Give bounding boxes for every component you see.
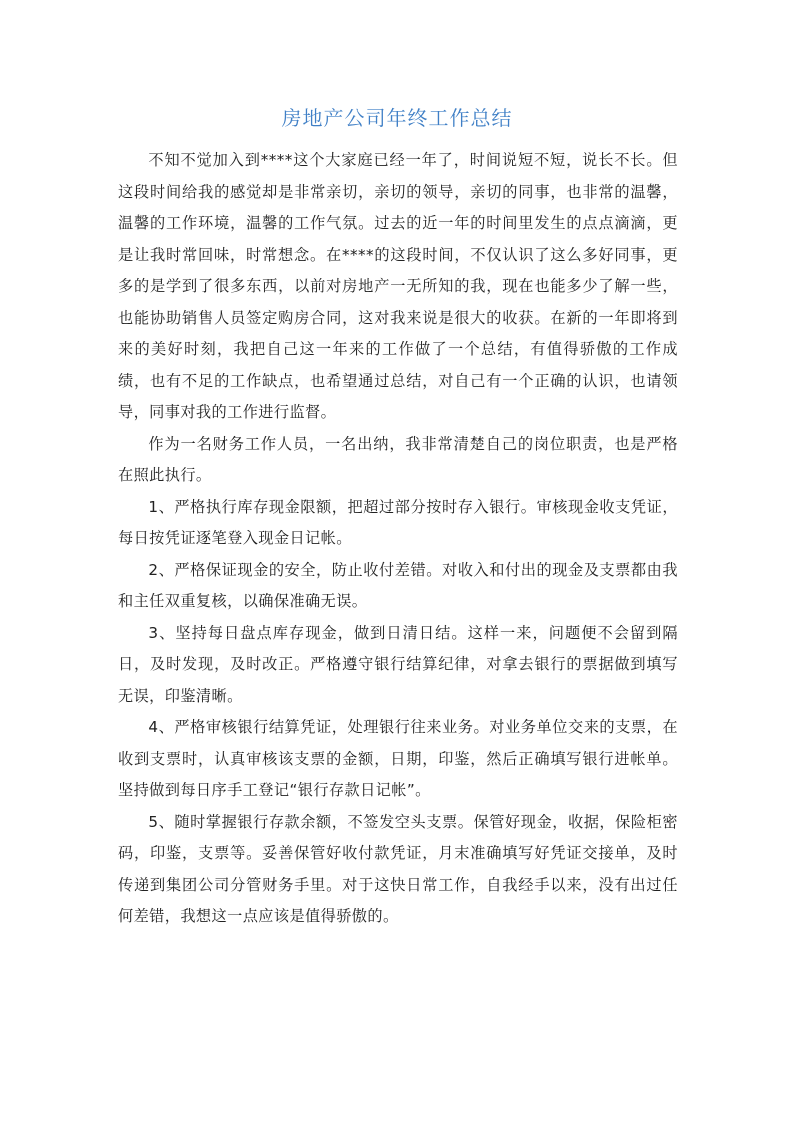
intro-paragraph: 不知不觉加入到****这个大家庭已经一年了，时间说短不短，说长不长。但这段时间给我的感觉却是非常亲切，亲切的领导，亲切的同事，也非常的温馨，温馨的工作环境，温馨的工作气氛。过去的近一年的时间里发生的点点滴滴，更是让我时常回味，时常想念。在****的这段时间，不仅认识了这么多好同事，更多的是学到了很多东西，以前对房地产一无所知的我，现在也能多少了解一些，也能协助销售人员签定购房合同，这对我来说是很大的收获。在新的一年即将到来的美好时刻，我把自己这一年来的工作做了一个总结，有值得骄傲的工作成绩，也有不足的工作缺点，也希望通过总结，对自己有一个正确的认识，也请领导，同事对我的工作进行监督。 bbox=[118, 151, 678, 421]
duty-item-4: 4、严格审核银行结算凭证，处理银行往来业务。对业务单位交来的支票，在收到支票时，认真审核该支票的金额，日期，印鉴，然后正确填写银行进帐单。坚持做到每日序手工登记“银行存款日记帐”。 bbox=[118, 718, 678, 799]
duty-item-1: 1、严格执行库存现金限额，把超过部分按时存入银行。审核现金收支凭证，每日按凭证逐笔登入现金日记帐。 bbox=[118, 497, 678, 547]
duty-item-5: 5、随时掌握银行存款余额，不签发空头支票。保管好现金，收据，保险柜密码，印鉴，支票等。妥善保管好收付款凭证，月末准确填写好凭证交接单，及时传递到集团公司分管财务手里。对于这快日常工作，自我经手以来，没有出过任何差错，我想这一点应该是值得骄傲的。 bbox=[118, 812, 678, 925]
duty-item-2: 2、严格保证现金的安全，防止收付差错。对收入和付出的现金及支票都由我和主任双重复核，以确保准确无误。 bbox=[118, 560, 678, 610]
duty-item-3: 3、坚持每日盘点库存现金，做到日清日结。这样一来，问题便不会留到隔日，及时发现，及时改正。严格遵守银行结算纪律，对拿去银行的票据做到填写无误，印鉴清晰。 bbox=[118, 623, 678, 705]
document-body bbox=[118, 145, 678, 933]
role-paragraph: 作为一名财务工作人员，一名出纳，我非常清楚自己的岗位职责，也是严格在照此执行。 bbox=[118, 434, 678, 484]
document-title: 房地产公司年终工作总结 bbox=[281, 106, 513, 130]
